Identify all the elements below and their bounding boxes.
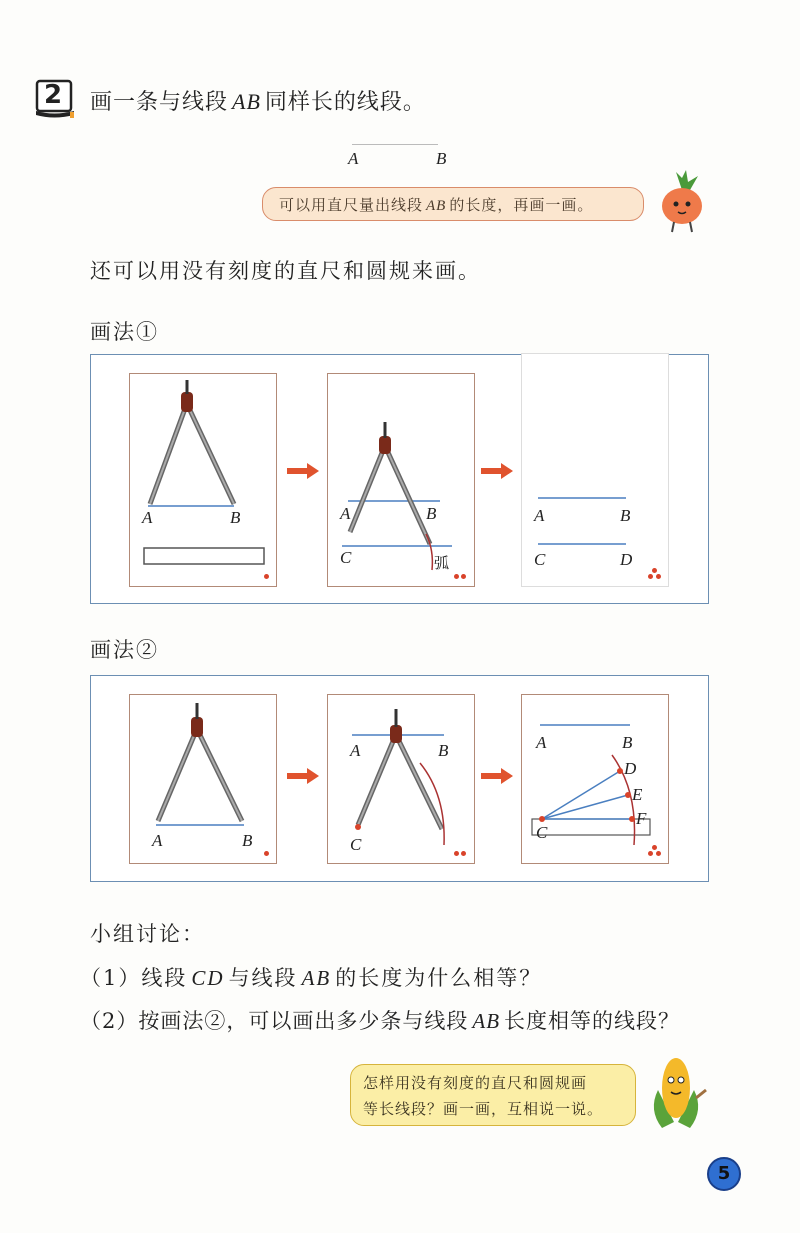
m2s3-label-c: C	[536, 823, 548, 842]
hint2-line1: 怎样用没有刻度的直尺和圆规画	[363, 1074, 588, 1092]
q2-post: 长度相等的线段？	[504, 1009, 681, 1033]
discussion-q1	[80, 962, 542, 992]
m2s3-label-d: D	[624, 759, 637, 778]
method1-step2-card	[327, 373, 475, 587]
step-dot-1	[264, 574, 269, 579]
arrow-right-icon	[481, 463, 513, 479]
method1-title: 画法①	[90, 320, 159, 344]
question-prefix: 画一条与线段	[90, 90, 229, 115]
question-suffix: 同样长的线段。	[264, 90, 426, 115]
page-number: 5	[717, 1163, 731, 1184]
arrow-right-icon	[287, 768, 319, 784]
radish-mascot-icon	[652, 168, 712, 234]
m2s2-label-b: B	[438, 741, 449, 760]
m2s2-label-c: C	[350, 835, 362, 854]
m1s2-label-c: C	[340, 548, 352, 567]
step-dot-3b	[648, 851, 653, 856]
method2-step1-card	[129, 694, 277, 864]
question-number-badge	[34, 78, 76, 118]
m2s3-label-b: B	[622, 733, 633, 752]
hint1-post: 的长度，再画一画。	[449, 196, 594, 214]
q1-num: （1）	[80, 966, 142, 990]
question-text	[90, 85, 426, 116]
step-dot-3a	[652, 568, 657, 573]
m1s3-label-b: B	[620, 506, 631, 525]
q1-seg2: AB	[301, 966, 332, 990]
hint1-pre: 可以用直尺量出线段	[279, 196, 424, 214]
m2s1-label-a: A	[152, 831, 163, 850]
hint2-line2: 等长线段？画一画，互相说一说。	[363, 1100, 604, 1118]
corn-mascot-icon	[644, 1050, 708, 1132]
m1s3-label-a: A	[534, 506, 545, 525]
given-label-a: A	[348, 149, 359, 168]
m1s2-label-a: A	[340, 504, 351, 523]
question-number: 2	[44, 80, 63, 110]
intro-text: 还可以用没有刻度的直尺和圆规来画。	[90, 259, 481, 283]
hint1-seg: AB	[426, 198, 447, 214]
q2-seg: AB	[472, 1009, 501, 1033]
method2-step3-card	[521, 694, 669, 864]
q1-mid: 与线段	[228, 966, 298, 990]
given-segment-line	[352, 144, 438, 145]
method2-step2-card	[327, 694, 475, 864]
q1-post: 的长度为什么相等？	[335, 966, 543, 990]
q2-pre: 按画法②，可以画出多少条与线段	[138, 1009, 469, 1033]
discussion-title: 小组讨论：	[90, 922, 205, 946]
m2s3-label-f: F	[636, 809, 647, 828]
step-dot-1	[264, 851, 269, 856]
m1s2-label-b: B	[426, 504, 437, 523]
step-dot-3a	[652, 845, 657, 850]
step-dot-3b	[648, 574, 653, 579]
method2-title: 画法②	[90, 638, 159, 662]
step-dot-3c	[656, 574, 661, 579]
method1-step1-card	[129, 373, 277, 587]
arrow-right-icon	[481, 768, 513, 784]
method2-panel	[90, 675, 709, 882]
discussion-q2	[80, 1005, 680, 1035]
page-number-badge	[707, 1157, 741, 1191]
m1s3-label-c: C	[534, 550, 546, 569]
m1s3-label-d: D	[620, 550, 633, 569]
m2s1-label-b: B	[242, 831, 253, 850]
step-dot-2a	[454, 851, 459, 856]
question-segment: AB	[232, 89, 261, 114]
hint-bubble-discuss	[350, 1064, 636, 1126]
method1-step3-card	[521, 353, 669, 587]
method1-panel	[90, 354, 709, 604]
m2s3-label-a: A	[536, 733, 547, 752]
m1s1-label-b: B	[230, 508, 241, 527]
m1s1-label-a: A	[142, 508, 153, 527]
given-label-b: B	[436, 149, 447, 168]
q1-seg1: CD	[191, 966, 225, 990]
q1-pre: 线段	[141, 966, 188, 990]
q2-num: （2）	[80, 1009, 139, 1033]
step-dot-2b	[461, 574, 466, 579]
step-dot-2a	[454, 574, 459, 579]
hint-bubble-ruler	[262, 187, 644, 221]
step-dot-2b	[461, 851, 466, 856]
arrow-right-icon	[287, 463, 319, 479]
m2s2-label-a: A	[350, 741, 361, 760]
compass-icon	[130, 374, 276, 586]
m2s3-label-e: E	[632, 785, 643, 804]
m1s2-label-arc: 弧	[434, 554, 450, 572]
step-dot-3c	[656, 851, 661, 856]
